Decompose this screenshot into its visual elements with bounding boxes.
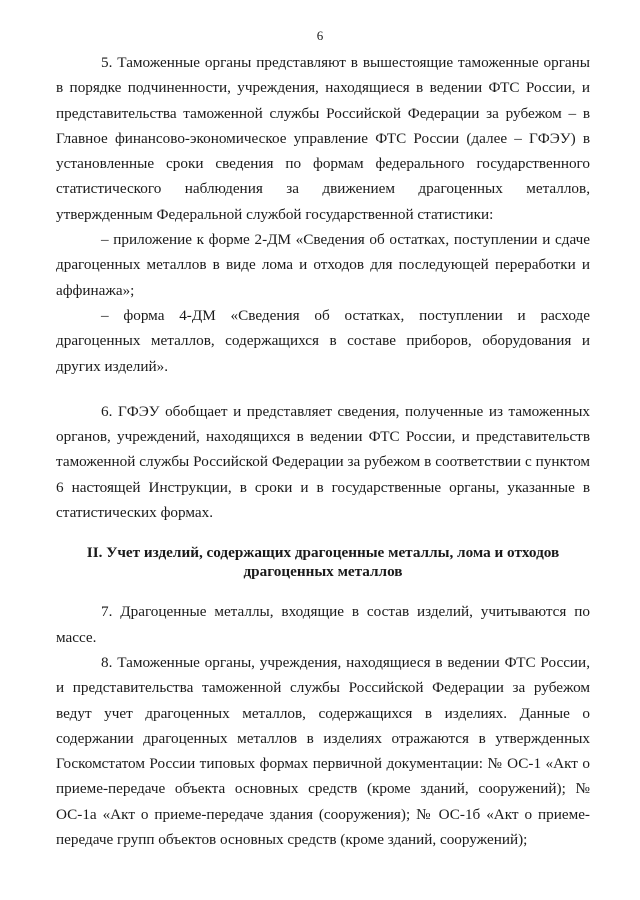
paragraph-8: 8. Таможенные органы, учреждения, находящиеся в ведении ФТС России, и представительства таможенной службы Российской Федерации за рубежом ведут учет драгоценных металлов, содержащихся в изделиях. Данные о содержании драгоценных металлов в изделиях отражаются в утвержденных Госкомстатом России типовых формах первичной документации: № ОС-1 «Акт о приеме-передаче объекта основных средств (кроме зданий, сооружений); № ОС-1а «Акт о приеме-передаче здания (сооружения); № ОС-1б «Акт о приеме-передаче групп объектов основных средств (кроме зданий, сооружений); <box>56 653 590 849</box>
document-body <box>56 50 590 852</box>
section-heading-line-2: драгоценных металлов <box>243 563 403 581</box>
page-number: 6 <box>316 28 324 43</box>
paragraph-6: 6. ГФЭУ обобщает и представляет сведения, полученные из таможенных органов, учреждений, находящихся в ведении ФТС России, и представительств таможенной службы Российской Федерации за рубежом в соответствии с пунктом 6 настоящей Инструкции, в сроки и в государственные органы, указанные в статистических формах. <box>56 402 590 522</box>
paragraph-7: 7. Драгоценные металлы, входящие в состав изделий, учитываются по массе. <box>56 603 590 646</box>
section-heading <box>56 543 590 581</box>
form-4dm-item: – форма 4-ДМ «Сведения об остатках, поступлении и расходе драгоценных металлов, содержащихся в составе приборов, оборудования и других изделий». <box>56 306 590 375</box>
paragraph-5: 5. Таможенные органы представляют в вышестоящие таможенные органы в порядке подчиненности, учреждения, находящиеся в ведении ФТС России, и представительства таможенной службы Российской Федерации за рубежом – в Главное финансово-экономическое управление ФТС России (далее – ГФЭУ) в установленные сроки сведения по формам федерального государственного статистического наблюдения за движением драгоценных металлов, утвержденным Федеральной службой государственной статистики: <box>56 54 590 223</box>
form-2dm-item: – приложение к форме 2-ДМ «Сведения об остатках, поступлении и сдаче драгоценных металлов в виде лома и отходов для последующей переработки и аффинажа»; <box>56 231 590 299</box>
section-heading-line-1: II. Учет изделий, содержащих драгоценные металлы, лома и отходов <box>86 544 560 562</box>
